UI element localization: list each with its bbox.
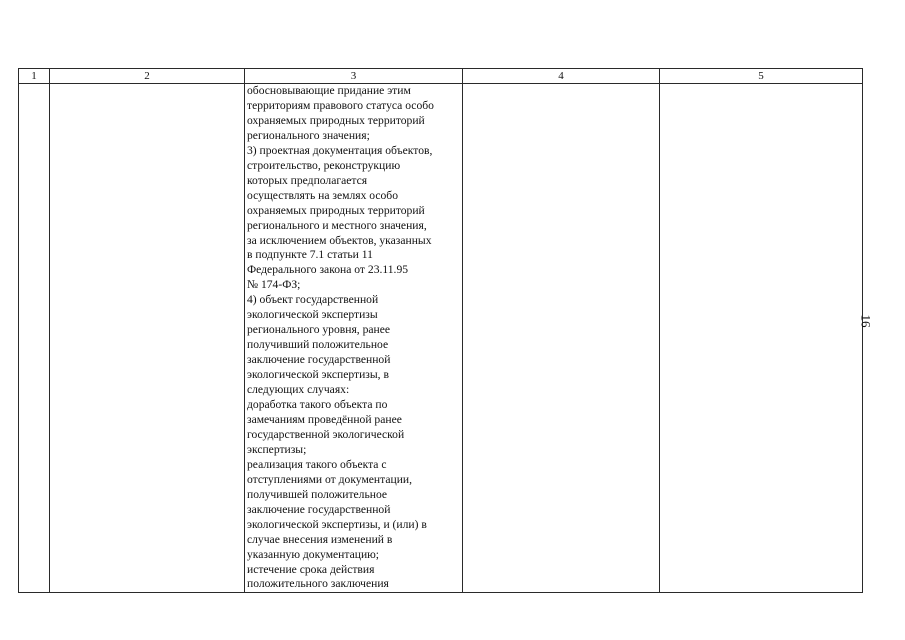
body-line: за исключением объектов, указанных xyxy=(247,233,432,247)
column-2-cell xyxy=(50,84,245,593)
body-line: в подпункте 7.1 статьи 11 xyxy=(247,248,373,262)
body-line: строительство, реконструкцию xyxy=(247,158,401,172)
body-line: 4) объект государственной xyxy=(247,293,379,307)
body-line: регионального значения; xyxy=(247,128,370,142)
document-table xyxy=(18,68,863,593)
body-line: указанную документацию; xyxy=(247,547,380,561)
column-header-2: 2 xyxy=(50,69,245,84)
body-line: случае внесения изменений в xyxy=(247,532,393,546)
body-line: замечаниям проведённой ранее xyxy=(247,412,402,426)
body-line: получившей положительное xyxy=(247,487,388,501)
body-line: осуществлять на землях особо xyxy=(247,188,398,202)
body-line: доработка такого объекта по xyxy=(247,398,388,412)
table-header-row xyxy=(19,69,863,84)
body-line: охраняемых природных территорий xyxy=(247,203,425,217)
body-line: регионального уровня, ранее xyxy=(247,323,391,337)
body-line: отступлениями от документации, xyxy=(247,472,412,486)
body-line: 3) проектная документация объектов, xyxy=(247,143,433,157)
body-line: экологической экспертизы xyxy=(247,308,378,322)
body-line: экологической экспертизы, и (или) в xyxy=(247,517,427,531)
body-line: заключение государственной xyxy=(247,353,391,367)
body-line: экспертизы; xyxy=(247,442,307,456)
page-number: 16 xyxy=(858,314,874,328)
body-line: охраняемых природных территорий xyxy=(247,113,425,127)
body-line: обосновывающие придание этим xyxy=(247,84,411,97)
body-line: следующих случаях: xyxy=(247,383,350,397)
body-line: истечение срока действия xyxy=(247,562,375,576)
body-line: получивший положительное xyxy=(247,338,389,352)
table-row xyxy=(19,84,863,593)
body-line: реализация такого объекта с xyxy=(247,457,387,471)
body-line: № 174-ФЗ; xyxy=(247,278,301,292)
column-header-4: 4 xyxy=(463,69,660,84)
column-header-3: 3 xyxy=(245,69,463,84)
column-1-cell xyxy=(19,84,50,593)
column-5-cell xyxy=(660,84,863,593)
body-line: положительного заключения xyxy=(247,577,389,591)
body-line: заключение государственной xyxy=(247,502,391,516)
body-line: территориям правового статуса особо xyxy=(247,98,434,112)
column-header-1: 1 xyxy=(19,69,50,84)
body-line: которых предполагается xyxy=(247,173,368,187)
column-4-cell xyxy=(463,84,660,593)
body-line: экологической экспертизы, в xyxy=(247,368,389,382)
body-line: Федерального закона от 23.11.95 xyxy=(247,263,409,277)
column-3-cell xyxy=(245,84,463,593)
body-line: государственной экологической xyxy=(247,427,405,441)
body-line: регионального и местного значения, xyxy=(247,218,427,232)
column-header-5: 5 xyxy=(660,69,863,84)
